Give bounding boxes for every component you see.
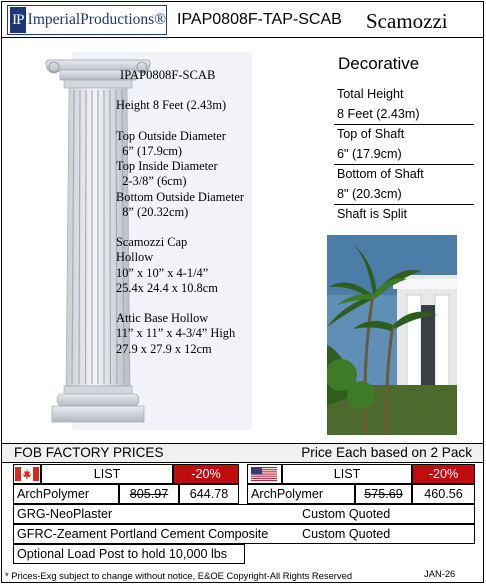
summary-row: 6" (17.9cm): [334, 145, 474, 165]
spec-bottom-outside-value: 8” (20.32cm): [116, 204, 189, 219]
canada-flag-icon: [15, 467, 39, 481]
logo-text: ImperialProductions®: [27, 11, 166, 28]
list-price-ca: 805.97: [119, 484, 179, 504]
spec-base-inches: 11” x 11” x 4-3/4” High: [116, 326, 236, 341]
gfrc-material: GFRC-Zeament Portland Cement Composite: [17, 527, 269, 541]
pack-note: Price Each based on 2 Pack: [301, 445, 472, 460]
installation-photo: [327, 235, 457, 435]
summary-row: Top of Shaft: [337, 127, 405, 141]
spec-cap-cm: 25.4x 24.4 x 10.8cm: [116, 280, 218, 295]
summary-row: Shaft is Split: [337, 207, 407, 221]
spec-top-inside-label: Top Inside Diameter: [116, 159, 218, 174]
logo-mark-icon: IP: [10, 7, 26, 33]
spec-cap-label: Scamozzi Cap: [116, 235, 188, 250]
summary-row: Bottom of Shaft: [337, 167, 424, 181]
spec-cap-type: Hollow: [116, 250, 154, 265]
usa-flag-cell: [247, 464, 282, 484]
material-ca: ArchPolymer: [13, 484, 119, 504]
material-us: ArchPolymer: [247, 484, 355, 504]
product-code: IPAP0808F-TAP-SCAB: [177, 11, 342, 28]
canada-flag-cell: [13, 464, 41, 484]
gfrc-quoted: Custom Quoted: [302, 527, 391, 541]
fob-label: FOB FACTORY PRICES: [14, 445, 164, 460]
spec-bottom-outside-label: Bottom Outside Diameter: [116, 189, 245, 204]
header: [2, 2, 483, 38]
list-price-us: 575.69: [355, 484, 412, 504]
list-header-ca: LIST: [41, 464, 173, 484]
company-logo: [7, 5, 167, 35]
grg-material: GRG-NeoPlaster: [17, 507, 113, 521]
discount-header-us: -20%: [412, 464, 475, 484]
spec-height: Height 8 Feet (2.43m): [116, 98, 227, 113]
style-name: Scamozzi: [366, 9, 448, 33]
discount-header-ca: -20%: [173, 464, 239, 484]
grg-row: [13, 504, 475, 524]
load-post-row: Optional Load Post to hold 10,000 lbs: [13, 544, 245, 564]
gfrc-row: [13, 524, 475, 544]
spec-top-outside-label: Top Outside Diameter: [116, 128, 226, 143]
summary-row: 8 Feet (2.43m): [334, 105, 474, 125]
usa-flag-icon: [251, 467, 277, 481]
grg-quoted: Custom Quoted: [302, 507, 391, 521]
summary-title: Decorative: [338, 54, 420, 73]
net-price-ca: 644.78: [179, 484, 239, 504]
footer-date: JAN-26: [424, 568, 456, 579]
spec-top-outside-value: 6” (17.9cm): [116, 144, 183, 159]
summary-row: 8" (20.3cm): [334, 185, 474, 205]
footer-note: * Prices-Exg subject to change without notice, E&OE Copyright-All Rights Reserved: [5, 570, 353, 581]
spec-base-cm: 27.9 x 27.9 x 12cm: [116, 341, 212, 356]
spec-base-label: Attic Base Hollow: [116, 311, 209, 326]
summary-row: Total Height: [337, 87, 404, 101]
summary-list: [334, 85, 474, 225]
list-header-us: LIST: [282, 464, 412, 484]
spec-text: [116, 68, 244, 357]
net-price-us: 460.56: [412, 484, 475, 504]
spec-top-inside-value: 2-3/8” (6cm): [116, 174, 187, 189]
spec-cap-inches: 10” x 10” x 4-1/4”: [116, 265, 209, 280]
model-number: IPAP0808F-SCAB: [120, 68, 216, 82]
price-band: [2, 443, 483, 463]
product-sheet: [1, 1, 484, 583]
